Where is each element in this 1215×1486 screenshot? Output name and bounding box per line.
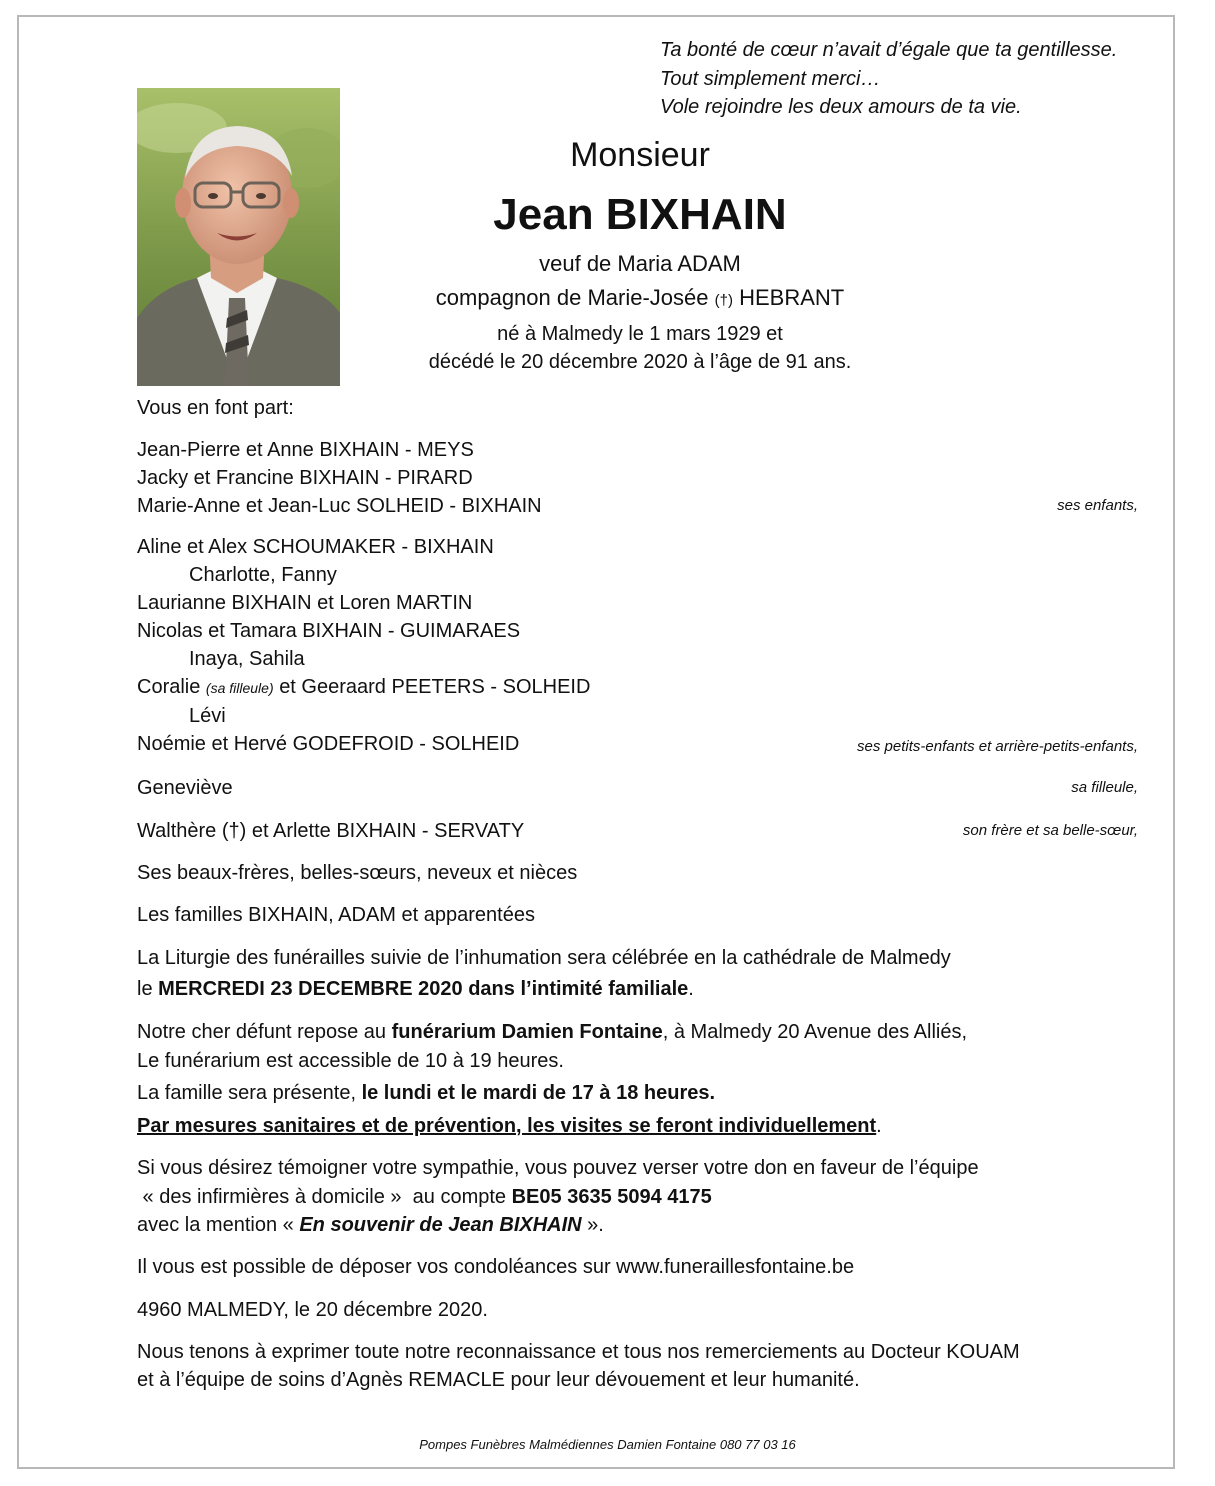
liturgy-paragraph — [137, 943, 951, 1005]
thanks-line: Nous tenons à exprimer toute notre reconnaissance et tous nos remerciements au Docteur KOUAM — [137, 1341, 1020, 1363]
companion-suffix: HEBRANT — [739, 285, 845, 310]
footer-funeral-home: Pompes Funèbres Malmédiennes Damien Fontaine 080 77 03 16 — [419, 1437, 796, 1452]
list-item: Marie-Anne et Jean-Luc SOLHEID - BIXHAIN — [137, 495, 542, 517]
thanks-line: et à l’équipe de soins d’Agnès REMACLE pour leur dévouement et leur humanité. — [137, 1369, 860, 1391]
epigraph — [660, 36, 1117, 122]
inlaws-line: Ses beaux-frères, belles-sœurs, neveux et nièces — [137, 862, 578, 884]
families-line: Les familles BIXHAIN, ADAM et apparentées — [137, 904, 535, 926]
thanks-paragraph — [137, 1338, 1020, 1394]
sibling-relation: son frère et sa belle-sœur, — [962, 822, 1138, 839]
sanitary-notice: Par mesures sanitaires et de prévention, les visites se feront individuellement — [137, 1114, 877, 1137]
list-item: Inaya, Sahila — [189, 648, 305, 670]
text-suffix: . — [876, 1114, 882, 1137]
epigraph-line: Ta bonté de cœur n’avait d’égale que ta gentillesse. — [660, 39, 1118, 61]
donation-paragraph — [137, 1154, 979, 1240]
text-suffix: ». — [581, 1214, 604, 1236]
text-prefix: Notre cher défunt repose au — [137, 1021, 392, 1043]
intro-text: Vous en font part: — [137, 397, 294, 419]
donation-line — [137, 1211, 979, 1240]
text-prefix: avec la mention « — [137, 1214, 300, 1236]
companion-line — [340, 285, 940, 311]
epigraph-line: Vole rejoindre les deux amours de ta vie. — [660, 96, 1022, 118]
grandchildren-relation: ses petits-enfants et arrière-petits-enfants, — [857, 738, 1138, 755]
text-prefix: le — [137, 978, 159, 1000]
list-item: Charlotte, Fanny — [189, 564, 337, 586]
visitation-line — [137, 1112, 967, 1141]
portrait-illustration — [137, 88, 340, 386]
visitation-hours: le lundi et le mardi de 17 à 18 heures. — [361, 1082, 716, 1104]
grandchildren-list — [137, 533, 590, 758]
list-item: Nicolas et Tamara BIXHAIN - GUIMARAES — [137, 620, 521, 642]
condolences-line: Il vous est possible de déposer vos condoléances sur www.funeraillesfontaine.be — [137, 1256, 855, 1278]
visitation-line — [137, 1079, 967, 1108]
text-prefix: La famille sera présente, — [137, 1082, 362, 1104]
list-item: Jacky et Francine BIXHAIN - PIRARD — [137, 467, 473, 489]
goddaughter-relation: sa filleule, — [1071, 779, 1138, 796]
portrait-photo — [137, 88, 340, 386]
dagger-mark: (†) — [714, 292, 733, 309]
children-list — [137, 436, 542, 520]
list-item — [137, 673, 590, 702]
visitation-line — [137, 1018, 967, 1047]
donation-line: Si vous désirez témoigner votre sympathie, vous pouvez verser votre don en faveur de l’équipe — [137, 1157, 979, 1179]
deceased-name: Jean BIXHAIN — [493, 190, 787, 239]
sibling-name: Walthère (†) et Arlette BIXHAIN - SERVATY — [137, 820, 525, 842]
donation-line — [137, 1183, 979, 1212]
liturgy-line — [137, 974, 951, 1005]
text-suffix: , à Malmedy 20 Avenue des Alliés, — [662, 1021, 968, 1043]
salutation: Monsieur — [570, 136, 710, 174]
companion-prefix: compagnon de Marie-Josée — [435, 285, 709, 310]
list-item: Jean-Pierre et Anne BIXHAIN - MEYS — [137, 439, 474, 461]
list-item: Noémie et Hervé GODEFROID - SOLHEID — [137, 733, 520, 755]
list-item: Laurianne BIXHAIN et Loren MARTIN — [137, 592, 473, 614]
donation-mention: En souvenir de Jean BIXHAIN — [299, 1214, 582, 1236]
funeral-home: funérarium Damien Fontaine — [391, 1021, 663, 1043]
grandchild-partner: et Geeraard PEETERS - SOLHEID — [279, 676, 591, 698]
list-item: Aline et Alex SCHOUMAKER - BIXHAIN — [137, 536, 494, 558]
text-suffix: . — [688, 978, 694, 1000]
goddaughter-note: (sa filleule) — [205, 680, 274, 696]
liturgy-line: La Liturgie des funérailles suivie de l’inhumation sera célébrée en la cathédrale de Malmedy — [137, 947, 951, 969]
birth-line: né à Malmedy le 1 mars 1929 et — [497, 323, 783, 345]
death-line: décédé le 20 décembre 2020 à l’âge de 91 ans. — [428, 351, 852, 373]
grandchild-name: Coralie — [137, 676, 201, 698]
bank-account: BE05 3635 5094 4175 — [511, 1185, 712, 1208]
text-prefix: « des infirmières à domicile » au compte — [137, 1185, 512, 1208]
list-item: Lévi — [189, 705, 226, 727]
visitation-paragraph — [137, 1018, 967, 1140]
children-relation: ses enfants, — [1057, 497, 1138, 514]
place-date: 4960 MALMEDY, le 20 décembre 2020. — [137, 1299, 488, 1321]
visitation-line: Le funérarium est accessible de 10 à 19 heures. — [137, 1049, 564, 1072]
epigraph-line: Tout simplement merci… — [660, 67, 881, 90]
ceremony-date: MERCREDI 23 DECEMBRE 2020 dans l’intimité familiale — [158, 978, 689, 1000]
widower-line: veuf de Maria ADAM — [539, 251, 741, 276]
goddaughter-name: Geneviève — [137, 777, 233, 799]
